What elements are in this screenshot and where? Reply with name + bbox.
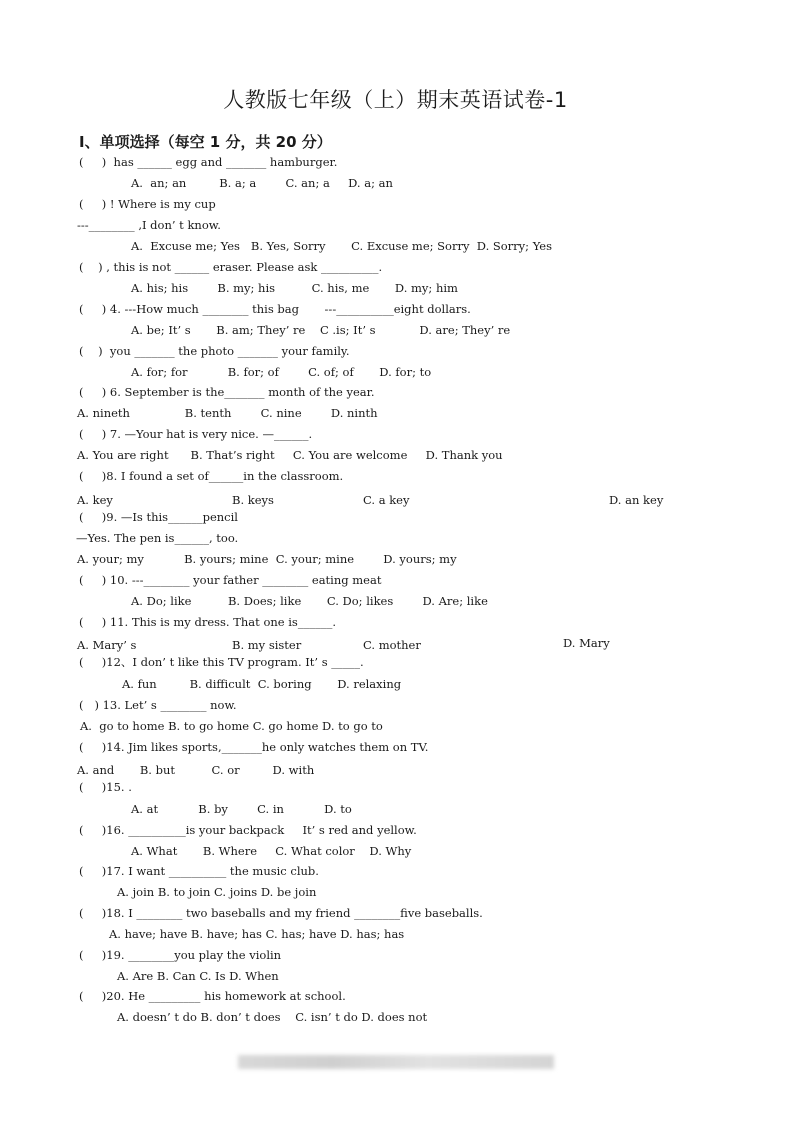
option-d: D. an key xyxy=(609,493,664,507)
options-line: A. have; have B. have; has C. has; have D. has; has xyxy=(109,927,405,941)
options-line: A. What B. Where C. What color D. Why xyxy=(131,844,412,858)
question-line: —Yes. The pen is______, too. xyxy=(76,531,239,545)
options-line: A. Do; like B. Does; like C. Do; likes D. Are; like xyxy=(131,594,488,608)
options-line: A. nineth B. tenth C. nine D. ninth xyxy=(77,406,378,420)
options-line: A. You are right B. That’s right C. You are welcome D. Thank you xyxy=(77,448,503,462)
page-title: 人教版七年级（上）期末英语试卷-1 xyxy=(223,88,568,112)
question-line: ( ) 4. ---How much ________ this bag ---__________eight dollars. xyxy=(79,302,471,316)
question-line: ( )8. I found a set of______in the classroom. xyxy=(79,469,344,483)
options-line: A. for; for B. for; of C. of; of D. for; to xyxy=(131,365,432,379)
question-line: ( ) 7. —Your hat is very nice. —______. xyxy=(79,427,313,441)
options-line: A. at B. by C. in D. to xyxy=(131,802,352,816)
option-a: A. Mary’ s xyxy=(77,638,137,652)
question-line: ( ) , this is not ______ eraser. Please ask __________. xyxy=(79,260,383,274)
question-line: ( )16. __________is your backpack It’ s red and yellow. xyxy=(79,823,417,837)
options-line: A. your; my B. yours; mine C. your; mine D. yours; my xyxy=(77,552,457,566)
option-b: B. my sister xyxy=(232,638,302,652)
section-heading: Ⅰ、单项选择（每空 1 分，共 20 分） xyxy=(79,133,332,151)
blurred-footer-watermark xyxy=(238,1055,554,1069)
option-c: C. mother xyxy=(363,638,421,652)
options-line: A. go to home B. to go home C. go home D. to go to xyxy=(80,719,383,733)
option-c: C. a key xyxy=(363,493,410,507)
options-line: A. Are B. Can C. Is D. When xyxy=(117,969,279,983)
options-line: A. an; an B. a; a C. an; a D. a; an xyxy=(131,176,393,190)
question-line: ( )9. —Is this______pencil xyxy=(79,510,238,524)
question-line: ( )19. ________you play the violin xyxy=(79,948,282,962)
question-line: ( )12、I don’ t like this TV program. It’ s _____. xyxy=(79,655,364,669)
question-line: ( ) 11. This is my dress. That one is______. xyxy=(79,615,336,629)
question-line: ( )14. Jim likes sports,_______he only watches them on TV. xyxy=(79,740,429,754)
options-line: A. doesn’ t do B. don’ t does C. isn’ t do D. does not xyxy=(117,1010,428,1024)
question-line: ( ) 13. Let’ s ________ now. xyxy=(79,698,237,712)
option-b: B. keys xyxy=(232,493,274,507)
options-line: A. be; It’ s B. am; They’ re C .is; It’ s D. are; They’ re xyxy=(131,323,511,337)
question-line: ( )17. I want __________ the music club. xyxy=(79,864,319,878)
question-line: ( ) 10. ---________ your father ________ eating meat xyxy=(79,573,382,587)
question-line: ( )15. . xyxy=(79,780,132,794)
question-line: ( ) 6. September is the_______ month of the year. xyxy=(79,385,375,399)
options-line: A. fun B. difficult C. boring D. relaxing xyxy=(122,677,402,691)
question-line: ( ) has ______ egg and _______ hamburger. xyxy=(79,155,338,169)
options-line: A. join B. to join C. joins D. be join xyxy=(117,885,317,899)
question-line: ---________ ,I don’ t know. xyxy=(77,218,221,232)
question-line: ( )20. He _________ his homework at school. xyxy=(79,989,346,1003)
options-line: A. and B. but C. or D. with xyxy=(77,763,315,777)
question-line: ( ) you _______ the photo _______ your family. xyxy=(79,344,350,358)
question-line: ( ) ! Where is my cup xyxy=(79,197,216,211)
question-line: ( )18. I ________ two baseballs and my friend ________five baseballs. xyxy=(79,906,483,920)
options-line: A. Excuse me; Yes B. Yes, Sorry C. Excuse me; Sorry D. Sorry; Yes xyxy=(131,239,553,253)
option-a: A. key xyxy=(77,493,113,507)
options-line: A. his; his B. my; his C. his, me D. my; him xyxy=(131,281,458,295)
option-d: D. Mary xyxy=(563,636,610,650)
